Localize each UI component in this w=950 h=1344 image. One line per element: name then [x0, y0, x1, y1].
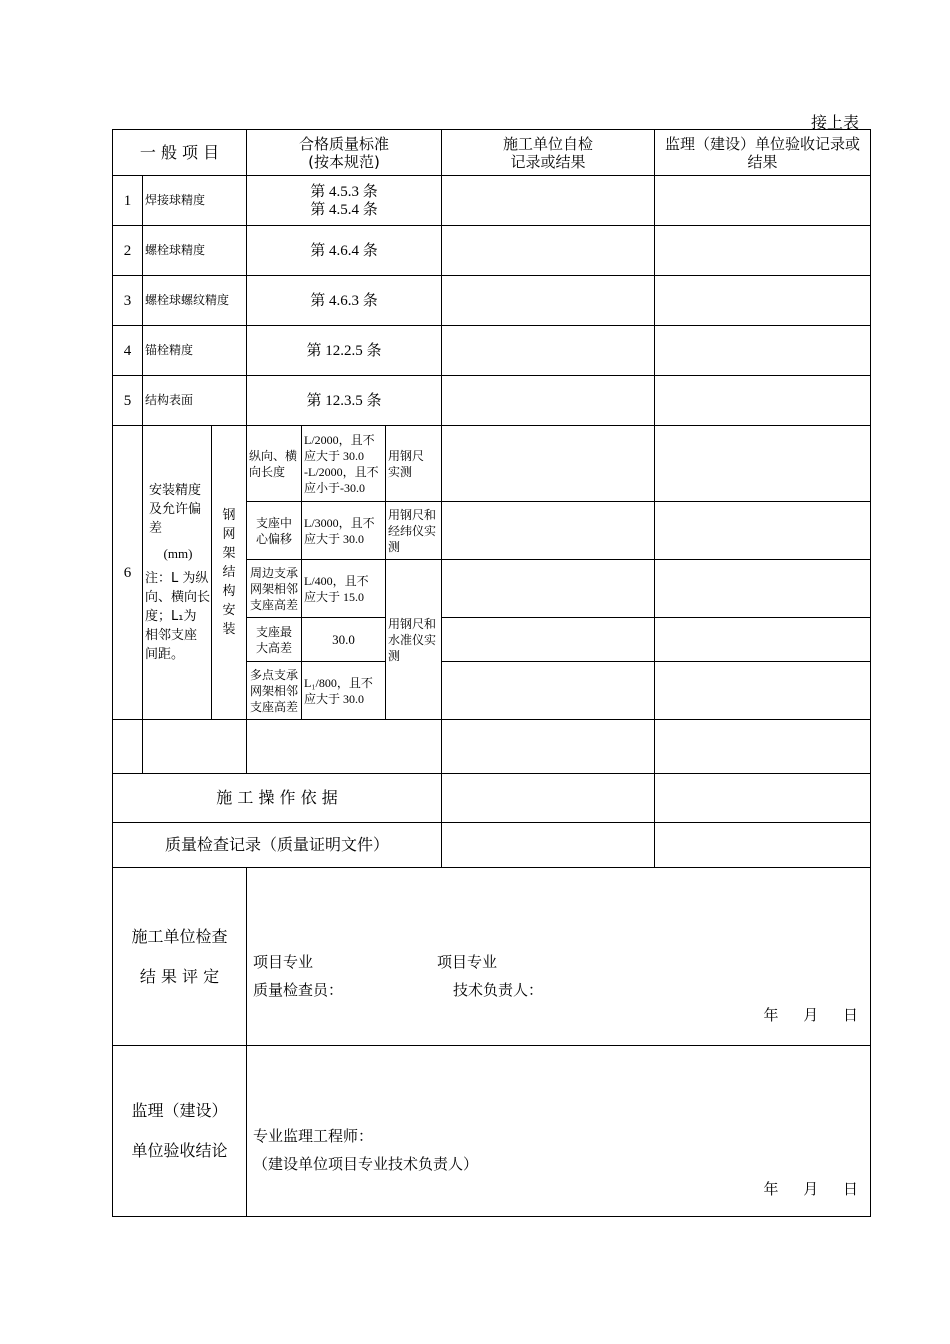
self-check-grid[interactable] [442, 426, 655, 502]
tolerance-line3: -L/2000，且不 [304, 464, 379, 479]
item-standard: 第 4.6.4 条 [247, 226, 442, 276]
row-number: 3 [113, 276, 143, 326]
self-check-cell[interactable] [442, 226, 655, 276]
row-number: 2 [113, 226, 143, 276]
self-check-cell[interactable] [442, 176, 655, 226]
row-name-line1: 支座中 [256, 515, 293, 530]
supervision-grid[interactable] [655, 560, 871, 618]
item6-title-line3: 差 [149, 521, 163, 536]
header-supervision-line2: 结果 [747, 152, 778, 171]
method-line1: 用钢尺 [388, 448, 425, 463]
operation-basis-label: 施 工 操 作 依 据 [113, 774, 442, 823]
supervision-cell[interactable] [655, 326, 871, 376]
table-row [113, 426, 871, 502]
header-supervision-line1: 监理（建设）单位验收记录或 [665, 134, 861, 153]
sign-label-line2: 技术负责人： [453, 981, 544, 999]
item6-row-name [247, 426, 302, 502]
self-check-cell[interactable] [442, 326, 655, 376]
sign-label-line2: （建设单位项目专业技术负责人） [253, 1155, 479, 1173]
self-check-grid[interactable] [442, 662, 655, 720]
method-line3: 测 [388, 539, 401, 554]
item6-note-line2: 向、横向长 [145, 590, 211, 605]
sign-label-line1: 项目专业 [437, 953, 498, 971]
supervision-grid[interactable] [655, 502, 871, 560]
item-name: 焊接球精度 [143, 176, 247, 226]
empty-number-cell[interactable] [113, 720, 143, 774]
method-line1: 用钢尺和 [388, 507, 437, 522]
supervision-cell[interactable] [655, 376, 871, 426]
supervision-cell[interactable] [655, 226, 871, 276]
item-name: 螺栓球精度 [143, 226, 247, 276]
item6-title-line2: 及允许偏 [149, 502, 202, 517]
item-name: 结构表面 [143, 376, 247, 426]
inspection-table [112, 129, 871, 1217]
supervision-conclusion-sign-area[interactable] [247, 1046, 871, 1217]
row-number: 1 [113, 176, 143, 226]
supervision-grid[interactable] [655, 426, 871, 502]
empty-standard-cell[interactable] [247, 720, 442, 774]
tolerance-line1: L/400，且不 [304, 573, 369, 588]
row-number: 5 [113, 376, 143, 426]
quality-inspector-signature [253, 948, 343, 1004]
item6-row-method [386, 426, 442, 502]
method-line2: 实测 [388, 464, 413, 479]
item6-row-tolerance [302, 560, 386, 618]
item6-shared-method [386, 560, 442, 720]
row-name-line2: 向长度 [249, 464, 286, 479]
tolerance-line4: 应小于-30.0 [304, 480, 366, 495]
item6-unit: (mm) [163, 546, 193, 561]
item6-row-tolerance: 30.0 [302, 618, 386, 662]
table-row [113, 226, 871, 276]
header-self-check [442, 130, 655, 176]
item-standard: 第 4.6.3 条 [247, 276, 442, 326]
item6-note-line3: 度；L₁为 [145, 609, 197, 624]
table-row [113, 326, 871, 376]
item6-note-line5: 间距。 [145, 647, 185, 662]
contractor-eval-sign-area[interactable] [247, 868, 871, 1046]
item-name: 螺栓球螺纹精度 [143, 276, 247, 326]
item6-note-line4: 相邻支座 [145, 628, 198, 643]
tolerance-line2: 应大于 15.0 [304, 589, 365, 604]
supervision-title-line1: 监理（建设） [131, 1101, 228, 1120]
item6-row-name [247, 502, 302, 560]
continued-label: 接上表 [811, 113, 860, 132]
row-number: 6 [113, 426, 143, 720]
table-row [113, 720, 871, 774]
item6-row-name [247, 618, 302, 662]
item6-category: 钢网架结构安装 [212, 426, 247, 720]
quality-record-label: 质量检查记录（质量证明文件） [113, 823, 442, 868]
supervision-cell[interactable] [655, 823, 871, 868]
row-name-line3: 支座高差 [250, 597, 299, 612]
method-line2: 经纬仪实 [388, 523, 437, 538]
supervision-grid[interactable] [655, 618, 871, 662]
item-standard: 第 12.3.5 条 [247, 376, 442, 426]
tolerance-line1: L/3000，且不 [304, 515, 375, 530]
self-check-cell[interactable] [442, 720, 655, 774]
tolerance-line2: 应大于 30.0 [304, 691, 365, 706]
header-self-check-line2: 记录或结果 [510, 152, 586, 171]
header-supervision [655, 130, 871, 176]
item6-title [143, 426, 212, 720]
header-general-items: 一 般 项 目 [113, 130, 247, 176]
item-standard-line1: 第 4.5.3 条 [310, 183, 378, 200]
method-line1: 用钢尺和 [388, 616, 437, 631]
row-name-line1: 支座最 [256, 624, 293, 639]
supervision-conclusion-row [113, 1046, 871, 1217]
supervision-conclusion-title [113, 1046, 247, 1217]
item6-row-tolerance [302, 426, 386, 502]
row-name-line3: 支座高差 [250, 699, 299, 714]
table-row [113, 276, 871, 326]
header-standard-line1: 合格质量标准 [299, 134, 390, 153]
supervision-grid[interactable] [655, 662, 871, 720]
item6-row-method [386, 502, 442, 560]
self-check-cell[interactable] [442, 823, 655, 868]
tolerance-line1: L₁/800，且不 [304, 675, 373, 690]
tolerance-line1: L/2000，且不 [304, 432, 375, 447]
table-row [113, 823, 871, 868]
header-standard-line2: (按本规范) [308, 152, 380, 171]
item-name: 锚栓精度 [143, 326, 247, 376]
contractor-eval-title-line1: 施工单位检查 [131, 926, 228, 946]
self-check-grid[interactable] [442, 560, 655, 618]
row-name-line1: 纵向、横 [249, 448, 298, 463]
supervision-cell[interactable] [655, 774, 871, 823]
empty-name-cell[interactable] [143, 720, 247, 774]
item-standard: 第 12.2.5 条 [247, 326, 442, 376]
contractor-evaluation-row [113, 868, 871, 1046]
self-check-cell[interactable] [442, 276, 655, 326]
item6-row-name [247, 560, 302, 618]
header-self-check-line1: 施工单位自检 [503, 134, 594, 153]
row-name-line2: 大高差 [256, 640, 293, 655]
supervision-conclusion-date: 年 月 日 [763, 1180, 869, 1198]
sign-label-line1: 项目专业 [253, 953, 314, 971]
contractor-eval-title-line2: 结 果 评 定 [139, 966, 220, 986]
tech-leader-signature [437, 948, 543, 1004]
supervision-cell[interactable] [655, 720, 871, 774]
contractor-eval-date: 年 月 日 [763, 1006, 869, 1024]
table-row [113, 376, 871, 426]
row-name-line2: 心偏移 [256, 531, 293, 546]
tolerance-line2: 应大于 30.0 [304, 448, 365, 463]
supervision-cell[interactable] [655, 276, 871, 326]
supervision-cell[interactable] [655, 176, 871, 226]
sign-label-line1: 专业监理工程师： [253, 1127, 374, 1145]
self-check-cell[interactable] [442, 774, 655, 823]
item6-row-tolerance [302, 662, 386, 720]
table-row [113, 176, 871, 226]
tolerance-line2: 应大于 30.0 [304, 531, 365, 546]
item6-title-line1: 安装精度 [149, 483, 202, 498]
header-standard [247, 130, 442, 176]
row-name-line1: 周边支承 [250, 565, 299, 580]
item-standard-line2: 第 4.5.4 条 [310, 201, 378, 218]
method-line3: 测 [388, 648, 401, 663]
row-name-line1: 多点支承 [250, 667, 299, 682]
item6-row-name [247, 662, 302, 720]
method-line2: 水准仪实 [388, 632, 437, 647]
item-standard [247, 176, 442, 226]
row-number: 4 [113, 326, 143, 376]
self-check-grid[interactable] [442, 502, 655, 560]
sign-label-line2: 质量检查员： [253, 981, 344, 999]
item6-row-tolerance [302, 502, 386, 560]
row-name-line2: 网架相邻 [250, 683, 299, 698]
self-check-cell[interactable] [442, 376, 655, 426]
supervision-engineer-signature [253, 1122, 478, 1178]
self-check-grid[interactable] [442, 618, 655, 662]
item6-note-line1: 注：L 为纵 [145, 571, 209, 586]
contractor-eval-title [113, 868, 247, 1046]
row-name-line2: 网架相邻 [250, 581, 299, 596]
table-row [113, 774, 871, 823]
supervision-title-line2: 单位验收结论 [131, 1141, 228, 1160]
